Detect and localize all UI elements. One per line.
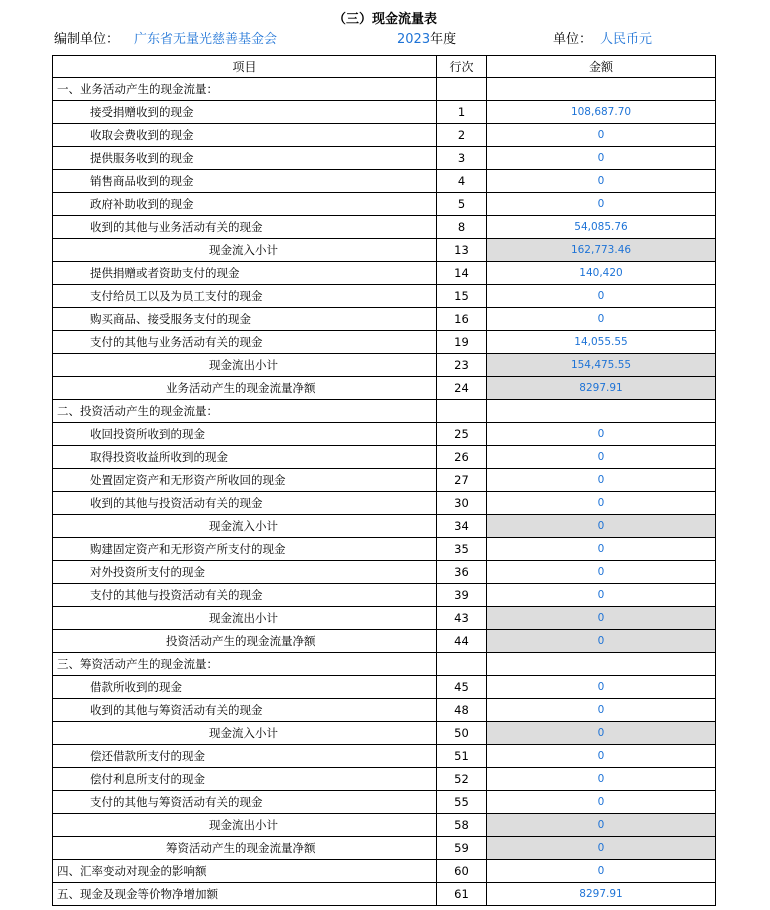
row-line-number: 26 xyxy=(437,446,487,469)
table-row xyxy=(53,308,716,331)
table-row xyxy=(53,768,716,791)
row-item-label: 现金流出小计 xyxy=(53,814,437,837)
row-line-number: 61 xyxy=(437,883,487,906)
table-row xyxy=(53,101,716,124)
table-row xyxy=(53,538,716,561)
row-amount: 0 xyxy=(487,147,716,170)
row-amount: 0 xyxy=(487,699,716,722)
row-line-number: 51 xyxy=(437,745,487,768)
row-item-label: 销售商品收到的现金 xyxy=(53,170,437,193)
report-period xyxy=(397,28,456,47)
table-row xyxy=(53,745,716,768)
org-label: 编制单位： xyxy=(54,32,120,47)
table-row xyxy=(53,584,716,607)
row-item-label: 政府补助收到的现金 xyxy=(53,193,437,216)
row-amount: 154,475.55 xyxy=(487,354,716,377)
row-item-label: 三、筹资活动产生的现金流量： xyxy=(53,653,437,676)
table-row xyxy=(53,377,716,400)
row-line-number: 19 xyxy=(437,331,487,354)
unit-value: 人民币元 xyxy=(600,32,653,47)
row-amount: 0 xyxy=(487,768,716,791)
row-amount: 108,687.70 xyxy=(487,101,716,124)
table-row xyxy=(53,699,716,722)
table-row xyxy=(53,170,716,193)
column-header-item: 项目 xyxy=(53,56,437,78)
table-row xyxy=(53,515,716,538)
row-line-number: 27 xyxy=(437,469,487,492)
column-header-line-no: 行次 xyxy=(437,56,487,78)
row-line-number xyxy=(437,78,487,101)
row-amount: 0 xyxy=(487,469,716,492)
row-amount: 0 xyxy=(487,492,716,515)
row-line-number: 34 xyxy=(437,515,487,538)
table-row xyxy=(53,147,716,170)
row-amount: 8297.91 xyxy=(487,377,716,400)
table-row xyxy=(53,262,716,285)
row-item-label: 借款所收到的现金 xyxy=(53,676,437,699)
unit-label: 单位： xyxy=(553,32,593,47)
row-line-number: 55 xyxy=(437,791,487,814)
table-row xyxy=(53,423,716,446)
row-amount: 0 xyxy=(487,607,716,630)
year-suffix: 年度 xyxy=(430,32,457,47)
column-header-amount: 金额 xyxy=(487,56,716,78)
section-row xyxy=(53,883,716,906)
row-amount: 0 xyxy=(487,630,716,653)
row-line-number: 44 xyxy=(437,630,487,653)
row-amount: 0 xyxy=(487,170,716,193)
table-row xyxy=(53,722,716,745)
section-row xyxy=(53,860,716,883)
report-year: 2023 xyxy=(397,32,431,47)
row-item-label: 处置固定资产和无形资产所收回的现金 xyxy=(53,469,437,492)
table-row xyxy=(53,354,716,377)
row-item-label: 投资活动产生的现金流量净额 xyxy=(53,630,437,653)
row-line-number: 45 xyxy=(437,676,487,699)
table-row xyxy=(53,492,716,515)
cash-flow-table xyxy=(52,55,716,906)
row-line-number: 25 xyxy=(437,423,487,446)
row-item-label: 二、投资活动产生的现金流量： xyxy=(53,400,437,423)
row-item-label: 支付的其他与筹资活动有关的现金 xyxy=(53,791,437,814)
row-item-label: 收到的其他与投资活动有关的现金 xyxy=(53,492,437,515)
row-amount: 0 xyxy=(487,446,716,469)
row-item-label: 购买商品、接受服务支付的现金 xyxy=(53,308,437,331)
row-amount: 0 xyxy=(487,584,716,607)
row-item-label: 收到的其他与业务活动有关的现金 xyxy=(53,216,437,239)
row-amount: 0 xyxy=(487,722,716,745)
table-row xyxy=(53,607,716,630)
table-row xyxy=(53,193,716,216)
row-amount: 54,085.76 xyxy=(487,216,716,239)
table-row xyxy=(53,630,716,653)
row-item-label: 提供服务收到的现金 xyxy=(53,147,437,170)
row-item-label: 现金流入小计 xyxy=(53,515,437,538)
table-body xyxy=(53,56,716,906)
row-item-label: 现金流入小计 xyxy=(53,722,437,745)
row-line-number: 48 xyxy=(437,699,487,722)
row-amount: 0 xyxy=(487,791,716,814)
row-line-number: 58 xyxy=(437,814,487,837)
row-amount: 0 xyxy=(487,538,716,561)
row-amount: 0 xyxy=(487,837,716,860)
row-amount: 0 xyxy=(487,124,716,147)
row-line-number: 13 xyxy=(437,239,487,262)
row-line-number: 23 xyxy=(437,354,487,377)
row-line-number: 4 xyxy=(437,170,487,193)
row-item-label: 偿付利息所支付的现金 xyxy=(53,768,437,791)
row-line-number: 52 xyxy=(437,768,487,791)
section-row xyxy=(53,400,716,423)
row-line-number: 3 xyxy=(437,147,487,170)
row-line-number: 2 xyxy=(437,124,487,147)
table-row xyxy=(53,239,716,262)
row-item-label: 收取会费收到的现金 xyxy=(53,124,437,147)
row-amount: 14,055.55 xyxy=(487,331,716,354)
row-item-label: 取得投资收益所收到的现金 xyxy=(53,446,437,469)
row-item-label: 现金流出小计 xyxy=(53,354,437,377)
row-item-label: 四、汇率变动对现金的影响额 xyxy=(53,860,437,883)
section-row xyxy=(53,78,716,101)
section-row xyxy=(53,653,716,676)
row-line-number: 43 xyxy=(437,607,487,630)
table-row xyxy=(53,285,716,308)
row-item-label: 业务活动产生的现金流量净额 xyxy=(53,377,437,400)
row-item-label: 接受捐赠收到的现金 xyxy=(53,101,437,124)
row-amount xyxy=(487,653,716,676)
row-amount xyxy=(487,400,716,423)
table-row xyxy=(53,676,716,699)
row-amount: 0 xyxy=(487,285,716,308)
row-line-number xyxy=(437,653,487,676)
table-row xyxy=(53,791,716,814)
row-amount: 162,773.46 xyxy=(487,239,716,262)
row-item-label: 五、现金及现金等价物净增加额 xyxy=(53,883,437,906)
table-row xyxy=(53,331,716,354)
row-line-number: 35 xyxy=(437,538,487,561)
row-item-label: 筹资活动产生的现金流量净额 xyxy=(53,837,437,860)
row-item-label: 收到的其他与筹资活动有关的现金 xyxy=(53,699,437,722)
row-line-number: 39 xyxy=(437,584,487,607)
row-item-label: 现金流入小计 xyxy=(53,239,437,262)
table-row xyxy=(53,124,716,147)
row-item-label: 支付的其他与投资活动有关的现金 xyxy=(53,584,437,607)
row-item-label: 一、业务活动产生的现金流量： xyxy=(53,78,437,101)
row-amount: 8297.91 xyxy=(487,883,716,906)
row-line-number: 5 xyxy=(437,193,487,216)
table-header-row xyxy=(53,56,716,78)
table-row xyxy=(53,216,716,239)
row-line-number: 59 xyxy=(437,837,487,860)
row-item-label: 购建固定资产和无形资产所支付的现金 xyxy=(53,538,437,561)
row-item-label: 收回投资所收到的现金 xyxy=(53,423,437,446)
row-item-label: 提供捐赠或者资助支付的现金 xyxy=(53,262,437,285)
row-amount: 0 xyxy=(487,676,716,699)
row-item-label: 对外投资所支付的现金 xyxy=(53,561,437,584)
row-amount: 0 xyxy=(487,745,716,768)
row-item-label: 支付给员工以及为员工支付的现金 xyxy=(53,285,437,308)
row-item-label: 偿还借款所支付的现金 xyxy=(53,745,437,768)
row-line-number: 30 xyxy=(437,492,487,515)
row-amount: 0 xyxy=(487,814,716,837)
table-row xyxy=(53,561,716,584)
row-line-number: 50 xyxy=(437,722,487,745)
org-name: 广东省无量光慈善基金会 xyxy=(134,32,278,47)
row-line-number: 14 xyxy=(437,262,487,285)
row-amount: 140,420 xyxy=(487,262,716,285)
row-item-label: 支付的其他与业务活动有关的现金 xyxy=(53,331,437,354)
table-row xyxy=(53,469,716,492)
row-line-number: 60 xyxy=(437,860,487,883)
row-line-number: 36 xyxy=(437,561,487,584)
row-amount: 0 xyxy=(487,308,716,331)
row-amount: 0 xyxy=(487,423,716,446)
row-line-number: 15 xyxy=(437,285,487,308)
row-amount: 0 xyxy=(487,860,716,883)
row-item-label: 现金流出小计 xyxy=(53,607,437,630)
table-row xyxy=(53,814,716,837)
row-line-number: 1 xyxy=(437,101,487,124)
row-line-number: 24 xyxy=(437,377,487,400)
row-line-number: 16 xyxy=(437,308,487,331)
table-row xyxy=(53,837,716,860)
row-amount xyxy=(487,78,716,101)
row-line-number xyxy=(437,400,487,423)
table-row xyxy=(53,446,716,469)
row-amount: 0 xyxy=(487,515,716,538)
row-line-number: 8 xyxy=(437,216,487,239)
row-amount: 0 xyxy=(487,561,716,584)
report-title: （三）现金流量表 xyxy=(332,12,437,27)
row-amount: 0 xyxy=(487,193,716,216)
